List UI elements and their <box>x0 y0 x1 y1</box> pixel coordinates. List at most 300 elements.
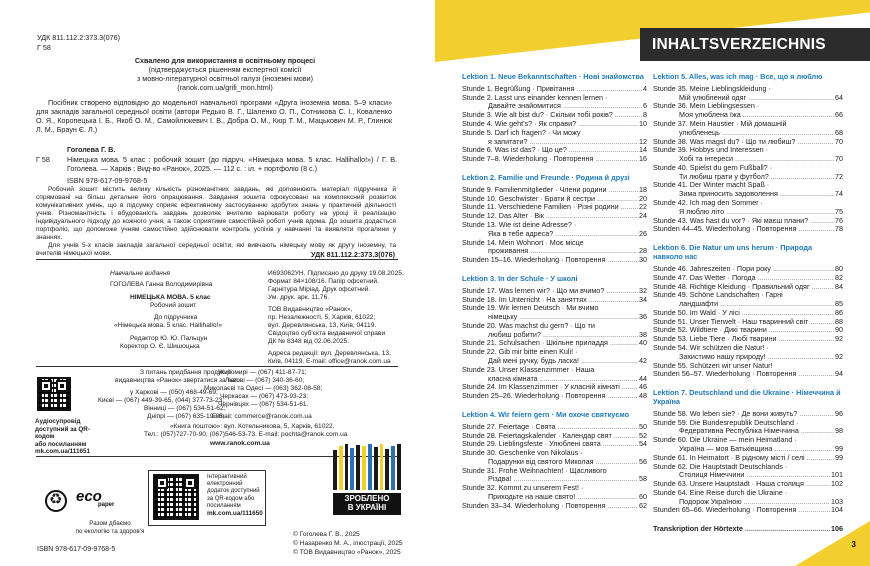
toc-entry-title: Stunde 4. Wie geht's? · Як справи? ..... <box>462 120 638 129</box>
toc-entry-page: 102 <box>831 479 843 489</box>
toc-entry[interactable] <box>462 322 647 331</box>
toc-entry[interactable] <box>462 120 647 129</box>
toc-entry[interactable] <box>653 199 843 208</box>
toc-entry-title: Мій улюблений одяг ..... <box>679 94 834 103</box>
toc-entry[interactable] <box>653 217 843 226</box>
print-info: Гарнітура Міріад. Друк офсетний. <box>268 286 371 293</box>
lesson-title[interactable]: Lektion 5. Alles, was ich mag · Все, що я люблю <box>653 72 823 81</box>
badge-line: В УКРАЇНІ <box>347 502 387 512</box>
toc-lesson <box>653 73 843 234</box>
manual-text: Посібник створено відповідно до модельної навчальної програми «Друга іноземна мова. 5–9 класи» для закладів загальної середньої освіти (автори Редько В. Г., Шаленко О. П., Сотникова С. І., Коваленко О. Я., Коропецька І. Б., Якоб О. М., Самойлюкевич І. В., Добра О. М., Кюр Т. М., Мацькович М. Р., Глинюк Л. М., Браун Є. Л.) <box>36 98 392 134</box>
toc-entry[interactable] <box>462 102 647 111</box>
made-in-ukraine-badge <box>333 444 401 515</box>
toc-entry-title: Приходьте на наше свято! ..... <box>488 493 638 502</box>
toc-entry-title: Stunde 64. Eine Reise durch die Ukraine · <box>653 488 788 497</box>
contact-phone: Житомирі — (067) 411-87-71; <box>218 369 307 376</box>
toc-entry-page: 12 <box>639 136 647 146</box>
toc-entry-title: Stunde 28. Feiertagskalender · Календар свят ..... <box>462 432 638 441</box>
toc-entry-title: німецьку ..... <box>488 313 638 322</box>
copyright-line: © ТОВ Видавництво «Ранок», 2025 <box>293 548 401 556</box>
library-code-mid: Г 58 <box>36 155 50 164</box>
toc-entry-title: Stunde 54. Wir schützen die Natur! · <box>653 343 769 352</box>
lesson-title[interactable]: Lektion 4. Wir feiern gern · Ми охоче святкуємо <box>462 409 630 419</box>
toc-entry-page: 24 <box>639 211 647 221</box>
toc-entry-title: Stunden 15–16. Wiederholung · Повторення ..... <box>462 256 638 265</box>
toc-entry-page: 74 <box>835 189 843 199</box>
interactive-link[interactable]: mk.com.ua/111650 <box>207 509 263 517</box>
toc-entry-title: Stunde 58. Wo leben sie? · Де вони живуть? ..... <box>653 410 834 419</box>
toc-entry-page: 80 <box>835 263 843 273</box>
audio-note <box>35 418 105 456</box>
toc-entry-page: 70 <box>835 154 843 164</box>
toc-entry-title: Stunde 19. Wir lernen Deutsch · Ми вчимо <box>462 304 599 313</box>
eco-logo-text: eco <box>76 488 102 505</box>
toc-entry[interactable] <box>462 348 647 357</box>
toc-entry-title: Stunde 38. Was magst du? · Що ти любиш? ..... <box>653 138 834 147</box>
toc-entry[interactable] <box>653 471 843 480</box>
toc-entry-page: 101 <box>831 470 843 480</box>
lesson-title[interactable]: Lektion 7. Deutschland und die Ukraine · Німеччина й Україна <box>653 388 841 406</box>
toc-entry[interactable] <box>653 283 843 292</box>
toc-entry[interactable] <box>462 203 647 212</box>
library-code: Г 58 <box>37 43 51 52</box>
toc-entry-page: 46 <box>639 382 647 392</box>
toc-entry-title: Stunde 40. Spielst du gern Fußball? · <box>653 163 773 172</box>
toc-entry-title: Я люблю літо ..... <box>679 208 834 217</box>
toc-entry[interactable] <box>462 493 647 502</box>
toc-lesson <box>462 275 647 401</box>
toc-entry-title: Stunde 13. Wie ist deine Adresse? · <box>462 220 577 229</box>
toc-entry[interactable] <box>653 427 843 436</box>
toc-entry-page: 8 <box>643 110 647 120</box>
toc-entry-title: Stunde 10. Geschwister · Брати й сестри ..... <box>462 195 638 204</box>
toc-entry[interactable] <box>653 265 843 274</box>
toc-entry[interactable] <box>653 181 843 190</box>
toc-entry-title: Stunde 18. Im Unterricht · На заняттях ..... <box>462 296 638 305</box>
toc-entry-title: Stunde 32. Kommt zu unserem Fest! · <box>462 484 584 493</box>
toc-lesson <box>462 174 647 265</box>
toc-entry[interactable] <box>462 339 647 348</box>
toc-entry-title: класна кімната ..... <box>488 375 638 384</box>
toc-entry-title: Stunde 50. Im Wald · У лісі ..... <box>653 309 834 318</box>
toc-entry-title: Stunde 22. Gib mir bitte einen Kuli! · <box>462 348 578 357</box>
annotation <box>36 186 396 258</box>
toc-entry[interactable] <box>462 256 647 265</box>
contact-intro: видавництва «Ранок» звертатися за тел.: <box>115 377 242 384</box>
toc-entry[interactable] <box>462 449 647 458</box>
eco-caption <box>60 520 160 536</box>
publisher-info: Адреса редакції: вул. Деревлянська, 13, <box>268 350 391 357</box>
toc-entry-page: 85 <box>835 299 843 309</box>
toc-entry[interactable] <box>653 94 843 103</box>
imprint-textbook: До підручника <box>154 314 198 321</box>
print-info: Формат 84×108/16. Папір офсетний. <box>268 278 379 285</box>
imprint-book-title: НІМЕЦЬКА МОВА. 5 клас <box>130 294 211 301</box>
toc-entry-page: 38 <box>639 329 647 339</box>
udk-code: УДК 811.112.2:373.3(076) <box>37 33 120 42</box>
toc-entry-title: Моя улюблена їжа ..... <box>679 111 834 120</box>
toc-entry-page: 82 <box>835 272 843 282</box>
toc-entry-title: Stunde 9. Familienmitglieder · Члени родини ..... <box>462 186 638 195</box>
toc-entry-title: Зима приносить задоволення ..... <box>679 190 834 199</box>
contact-intro: З питань придбання продукції <box>140 369 232 376</box>
eco-line: Разом дбаємо <box>89 520 131 527</box>
toc-entry-title: Столиця Німеччини ..... <box>679 471 830 480</box>
toc-entry-title: Stunde 11. Verschiedene Familien · Різні родини ..... <box>462 203 638 212</box>
imprint-book-subtitle: Робочий зошит <box>150 302 197 309</box>
interactive-line: електронний <box>207 481 243 488</box>
toc-entry[interactable] <box>653 164 843 173</box>
lesson-title[interactable]: Lektion 2. Familie und Freunde · Родина й друзі <box>462 172 630 182</box>
toc-entry[interactable] <box>462 423 647 432</box>
toc-entry-title: Хобі та інтереси ..... <box>679 155 834 164</box>
toc-entry-title: Stunde 7–8. Wiederholung · Повторення ..... <box>462 155 638 164</box>
toc-entry[interactable] <box>462 375 647 384</box>
toc-entry-page: 30 <box>639 255 647 265</box>
toc-entry-title: Захистимо нашу природу! ..... <box>679 353 834 362</box>
toc-entry[interactable] <box>653 353 843 362</box>
toc-entry[interactable] <box>462 85 647 94</box>
toc-entry-title: Stunde 61. In Heimatort · В рідному місті / селі ..... <box>653 454 834 463</box>
toc-entry-page: 92 <box>835 351 843 361</box>
toc-lesson <box>653 244 843 379</box>
toc-entry-page: 20 <box>639 193 647 203</box>
toc-entry-page: 84 <box>835 281 843 291</box>
toc-entry[interactable] <box>653 85 843 94</box>
toc-entry[interactable] <box>462 331 647 340</box>
toc-entry[interactable] <box>462 432 647 441</box>
toc-entry-page: 86 <box>835 307 843 317</box>
toc-entry-title: Stunde 27. Feiertage · Свята ..... <box>462 423 638 432</box>
toc-entry[interactable] <box>653 335 843 344</box>
toc-entry[interactable] <box>462 212 647 221</box>
right-page <box>435 0 870 566</box>
toc-entry[interactable] <box>462 239 647 248</box>
toc-entry-page: 78 <box>835 224 843 234</box>
toc-entry-title: Stunde 29. Lieblingsfeste · Улюблені свята ..... <box>462 440 638 449</box>
audio-line: або посиланням <box>35 440 87 448</box>
toc-entry[interactable] <box>653 370 843 379</box>
copyright-block <box>293 531 403 558</box>
toc-entry-title: Stunde 37. Mein Haustier · Мій домашній <box>653 120 787 129</box>
toc-entry-title: Подорож Україною ..... <box>679 498 830 507</box>
toc-entry[interactable] <box>653 129 843 138</box>
print-info: Ум. друк. арк. 11,76. <box>268 294 330 301</box>
toc-entry[interactable] <box>462 440 647 449</box>
toc-entry-page: 94 <box>835 369 843 379</box>
edition-label: Навчальне видання <box>110 270 171 277</box>
toc-entry-title: Stunde 53. Liebe Tiere · Любі тварини ..... <box>653 335 834 344</box>
toc-entry-page: 36 <box>639 312 647 322</box>
toc-entry-title: Дай мені ручку, будь ласка! ..... <box>488 357 638 366</box>
toc-entry-title: Stunde 63. Unsere Hauptstadt · Наша столиця ..... <box>653 480 830 489</box>
eco-logo-sub: paper <box>98 502 115 508</box>
eco-paper-logo <box>76 488 118 512</box>
toc-entry[interactable] <box>462 502 647 511</box>
toc-entry[interactable] <box>653 190 843 199</box>
toc-entry-page: 52 <box>639 430 647 440</box>
toc-entry-title: Stunden 44–45. Wiederholung · Повторення ..... <box>653 225 834 234</box>
toc-entry-page: 62 <box>639 500 647 510</box>
toc-entry-title: Stunde 3. Wie alt bist du? · Скільки тобі років? ..... <box>462 111 642 120</box>
toc-entry-page: 54 <box>639 439 647 449</box>
annotation-paragraph: Робочий зошит містить велику кількість різноманітних завдань, які доповнюють матеріал підручника й спрямовані на більш детальне його опрацювання. Завдання зошита сфокусовані на комплексний розвиток комунікативних умінь, що в підсумку сприяє ефективному застосуванню здобутих знань у практичній діяльності учнів. Різноманітність і вбудованість завдань дозволяє вчителю варіювати роботу на уроці й реалізацію індивідуального підходу до кожного учня, а також сприятиме самостійній роботі учнів вдома. До зошита додається портфоліо, що допоможе учням самостійно здійснювати контроль успіхів у навчанні та виявляти прогалини у знаннях. <box>36 186 396 242</box>
toc-entry[interactable] <box>462 146 647 155</box>
site-link[interactable]: www.ranok.com.ua <box>210 440 270 447</box>
toc-entry-page: 68 <box>835 127 843 137</box>
toc-entry-page: 64 <box>835 92 843 102</box>
toc-entry-title: Stunde 42. Ich mag den Sommer · <box>653 199 763 208</box>
badge-text <box>333 493 401 515</box>
toc-entry-title: Stunde 60. Die Ukraine — mein Heimatland · <box>653 436 797 445</box>
toc-entry[interactable] <box>653 291 843 300</box>
contact-phone: Львові — (067) 340-36-60; <box>225 377 305 384</box>
toc-entry[interactable] <box>653 326 843 335</box>
toc-entry-page: 88 <box>835 316 843 326</box>
toc-entry-page: 60 <box>639 492 647 502</box>
publisher-info: ТОВ Видавництво «Ранок», <box>268 306 353 313</box>
toc-entry-page: 26 <box>639 228 647 238</box>
badge-line: ЗРОБЛЕНО <box>344 494 390 503</box>
toc-entry[interactable] <box>653 111 843 120</box>
toc-entry[interactable] <box>462 230 647 239</box>
audio-qr-code[interactable] <box>37 377 71 411</box>
toc-entry-title: Давайте знайомитися ..... <box>488 102 642 111</box>
toc-entry-title: Stunde 41. Der Winter macht Spaß · <box>653 181 770 190</box>
toc-entry[interactable] <box>653 445 843 454</box>
toc-entry-page: 50 <box>639 421 647 431</box>
publisher-info: Свідоцтво суб'єкта видавничої справи <box>268 330 386 337</box>
toc-entry-title: Stunde 51. Unser Tierwelt · Наш тваринний світ ..... <box>653 318 834 327</box>
publisher-info: вул. Деревлянська, 13, Київ, 04119. <box>268 322 377 329</box>
toc-lesson <box>653 389 843 515</box>
lesson-title[interactable]: Lektion 3. In der Schule · У школі <box>462 273 578 283</box>
toc-entry-title: Федеративна Республіка Німеччина ..... <box>679 427 834 436</box>
publisher-info: Київ, 04119. E-mail: office@ranok.com.ua <box>268 358 391 365</box>
audio-link[interactable]: mk.com.ua/111651 <box>35 448 90 456</box>
toc-entry-title: Stunde 62. Die Hauptstadt Deutschlands · <box>653 462 788 471</box>
toc-entry[interactable] <box>462 287 647 296</box>
audio-line: доступний за QR-кодом <box>35 425 90 441</box>
lesson-title[interactable]: Lektion 1. Neue Bekanntschaften · Нові знайомства <box>462 72 644 81</box>
interactive-qr-code[interactable] <box>153 474 199 520</box>
toc-entry-page: 10 <box>639 119 647 129</box>
approval-url: (ranok.com.ua/grifi_mon.html) <box>177 83 273 92</box>
toc-entry[interactable] <box>653 436 843 445</box>
imprint-editor: Редактор Ю. Ю. Пальцун <box>130 335 208 342</box>
toc-entry-page: 92 <box>835 334 843 344</box>
toc-entry[interactable] <box>653 155 843 164</box>
toc-entry[interactable] <box>653 454 843 463</box>
toc-column-1 <box>462 73 647 521</box>
toc-entry-page: 75 <box>835 206 843 216</box>
toc-entry-page: 48 <box>639 391 647 401</box>
toc-entry-title: Stunde 48. Richtige Kleidung · Правильний одяг ..... <box>653 283 834 292</box>
toc-entry[interactable] <box>653 480 843 489</box>
toc-entry-title: Stunde 30. Geschenke von Nikolaus · <box>462 449 583 458</box>
toc-entry[interactable] <box>462 475 647 484</box>
approval-line: (підтверджується рішенням експертної комісії <box>148 65 302 74</box>
toc-entry-page: 42 <box>639 355 647 365</box>
author-heading: Гоголева Г. В. <box>67 145 116 154</box>
toc-lesson <box>462 73 647 164</box>
contact-phone: Києві — (067) 449-39-65, (044) 377-73-23; <box>98 397 225 404</box>
toc-entry-title: ландшафти ..... <box>679 300 834 309</box>
toc-entry-page: 96 <box>835 408 843 418</box>
toc-entry[interactable] <box>653 344 843 353</box>
toc-entry-title: Stunde 17. Was lernen wir? · Що ми вчимо? ..... <box>462 287 638 296</box>
publisher-info: ДК № 8348 від 02.06.2025. <box>268 338 350 345</box>
contact-shop-phones: Тел.: (057)727-70-90, (067)546-53-73. E-mail: pochta@ranok.com.ua <box>144 431 348 438</box>
toc-entry[interactable] <box>653 102 843 111</box>
toc-entry-page: 6 <box>643 101 647 111</box>
toc-entry-page: 99 <box>835 444 843 454</box>
toc-entry-page: 76 <box>835 215 843 225</box>
toc-entry-title: Stunde 20. Was machst du gern? · Що ти <box>462 321 595 330</box>
toc-entry[interactable] <box>462 111 647 120</box>
toc-entry-page: 4 <box>643 83 647 93</box>
contact-phone: Чернівцях — (067) 534-51-61. <box>218 401 309 408</box>
toc-entry-title: Transkription der Hörtexte ..... <box>653 525 830 534</box>
toc-entry[interactable] <box>462 129 647 138</box>
toc-entry[interactable] <box>462 458 647 467</box>
toc-column-2 <box>653 73 843 534</box>
contact-phone: Дніпрі — (067) 635-19-85; <box>147 413 225 420</box>
toc-entry[interactable] <box>462 221 647 230</box>
toc-entry-page: 98 <box>835 426 843 436</box>
manual-description <box>36 98 392 134</box>
interactive-line: Інтерактивний <box>207 474 247 480</box>
annotation-paragraph: Для учнів 5-х класів закладів загальної середньої освіти, які вивчають німецьку мову як другу іноземну, та вчителів німецької мови. <box>36 242 396 258</box>
recycle-icon <box>45 490 67 512</box>
toc-entry-title: Stunde 55. Schützen wir unser Natur! <box>653 361 773 370</box>
toc-entry[interactable] <box>462 94 647 103</box>
copyright-line: © Гоголева Г. В., 2025 <box>293 531 360 538</box>
toc-entry-title: улюбленець ..... <box>679 129 834 138</box>
toc-entry-page: 32 <box>639 285 647 295</box>
toc-entry-page: 16 <box>639 154 647 164</box>
print-info: И693062УН. Підписано до друку 19.08.2025. <box>268 270 404 277</box>
toc-entry-page: 40 <box>639 338 647 348</box>
toc-entry[interactable] <box>462 138 647 147</box>
interactive-line: за QR-кодом або <box>207 495 255 502</box>
toc-entry-page: 66 <box>835 110 843 120</box>
toc-entry[interactable] <box>462 484 647 493</box>
imprint-author: ГОГОЛЕВА Ганна Володимирівна <box>110 281 213 288</box>
toc-entry[interactable] <box>462 366 647 375</box>
toc-entry-page: 22 <box>639 202 647 212</box>
toc-entry[interactable] <box>653 146 843 155</box>
toc-entry[interactable] <box>653 173 843 182</box>
toc-entry-page: 18 <box>639 184 647 194</box>
toc-entry[interactable] <box>653 489 843 498</box>
toc-entry[interactable] <box>653 362 843 371</box>
toc-entry-title: Stunde 24. Im Klassenzimmer · У класній кімнаті ..... <box>462 383 638 392</box>
contact-phone: у Харкові — (050) 468-49-69; <box>130 389 218 396</box>
toc-entry-page: 44 <box>639 373 647 383</box>
toc-entry-title: Stunde 12. Das Alter · Вік ..... <box>462 212 638 221</box>
toc-entry[interactable] <box>653 274 843 283</box>
eco-line: по екологію та здоров'я <box>75 527 145 535</box>
toc-entry[interactable] <box>653 309 843 318</box>
toc-entry-title: любиш робити? ..... <box>488 331 638 340</box>
contact-phone: Вінниці — (067) 534-51-62; <box>144 405 226 412</box>
imprint-textbook-title: «Німецька мова. 5 клас. Hallihallo!» <box>114 322 222 329</box>
toc-entry-title: Stunde 1. Begrüßung · Привітання ..... <box>462 85 642 94</box>
toc-entry-title: Різдва! ..... <box>488 475 638 484</box>
toc-entry-title: Stunden 25–26. Wiederholung · Повторення ..... <box>462 392 638 401</box>
toc-entry[interactable] <box>653 208 843 217</box>
toc-entry[interactable] <box>462 313 647 322</box>
toc-entry-page: 90 <box>835 325 843 335</box>
toc-entry[interactable] <box>462 357 647 366</box>
bibliographic-record: Німецька мова. 5 клас : робочий зошит (до підруч. «Німецька мова. 5 клас. Hallihallo!») / Г. В. Гоголева. — Харків : Вид-во «Ранок», 2025. — 112 с. : іл. + портфоліо (8 с.) <box>67 155 397 173</box>
toc-entry[interactable] <box>653 463 843 472</box>
toc-entry[interactable] <box>653 506 843 515</box>
toc-entry-title: Stunde 5. Darf ich fragen? · Чи можу <box>462 128 581 137</box>
toc-entry[interactable] <box>462 186 647 195</box>
toc-entry[interactable] <box>653 318 843 327</box>
toc-entry[interactable] <box>462 247 647 256</box>
audio-line: Аудіосупровід <box>35 418 81 425</box>
page-number: 3 <box>851 540 856 549</box>
contact-email: E-mail: commerce@ranok.com.ua <box>212 413 312 420</box>
toc-entry-title: Яка в тебе адреса? ..... <box>488 230 638 239</box>
toc-entry-title: Stunde 43. Was hast du vor? · Які маєш плани? ..... <box>653 217 834 226</box>
toc-entry-title: Stunden 56–57. Wiederholung · Повторення ..... <box>653 370 834 379</box>
toc-entry[interactable] <box>653 120 843 129</box>
toc-entry-page: 103 <box>831 496 843 506</box>
toc-entry-page: 14 <box>639 145 647 155</box>
toc-entry-title: Stunde 47. Das Wetter · Погода ..... <box>653 274 834 283</box>
toc-entry[interactable] <box>653 410 843 419</box>
toc-entry[interactable] <box>462 304 647 313</box>
toc-entry-title: Stunden 65–66. Wiederholung · Повторення ..... <box>653 506 830 515</box>
toc-entry-title: Stunde 23. Unser Klassenzimmer · Наша <box>462 365 595 374</box>
toc-entry[interactable] <box>462 392 647 401</box>
toc-entry[interactable] <box>462 195 647 204</box>
toc-entry-title: Stunde 59. Die Bundesrepublik Deutschland · <box>653 418 799 427</box>
lesson-title[interactable]: Lektion 6. Die Natur um uns herum · Природа навколо нас <box>653 243 813 262</box>
toc-entry[interactable] <box>462 155 647 164</box>
toc-entry-title: Ти любиш грати у футбол? ..... <box>679 173 834 182</box>
approval-block <box>80 56 370 92</box>
copyright-line: © Назаренко М. А., ілюстрації, 2025 <box>293 539 403 547</box>
toc-entry[interactable] <box>653 498 843 507</box>
toc-entry[interactable] <box>653 225 843 234</box>
toc-entry-title: проживання ..... <box>488 247 638 256</box>
toc-entry[interactable] <box>462 467 647 476</box>
toc-entry[interactable] <box>653 300 843 309</box>
toc-entry-title: Stunde 39. Hobbys und Interessen · <box>653 146 769 155</box>
isbn: ISBN 978-617-09-9768-5 <box>67 176 148 185</box>
toc-entry-title: Stunden 33–34. Wiederholung · Повторення ..... <box>462 502 638 511</box>
udk-code-mid: УДК 811.112.2:373.3(076) <box>311 250 395 259</box>
toc-entry[interactable] <box>462 383 647 392</box>
toc-entry[interactable] <box>653 138 843 147</box>
toc-entry-title: Stunde 21. Schulsachen · Шкільне приладдя ..... <box>462 339 638 348</box>
interactive-note <box>207 474 267 518</box>
interactive-line: посиланням <box>207 502 241 509</box>
toc-entry-page: 104 <box>831 505 843 515</box>
toc-entry[interactable] <box>653 419 843 428</box>
toc-entry[interactable] <box>462 296 647 305</box>
toc-entry-title: Stunde 49. Schöne Landschaften · Гарні <box>653 291 783 300</box>
isbn-bottom: ISBN 978-617-09-9768-5 <box>37 546 116 553</box>
toc-entry-page: 56 <box>639 456 647 466</box>
toc-transcript[interactable] <box>653 525 843 534</box>
toc-entry-page: 106 <box>831 524 843 534</box>
